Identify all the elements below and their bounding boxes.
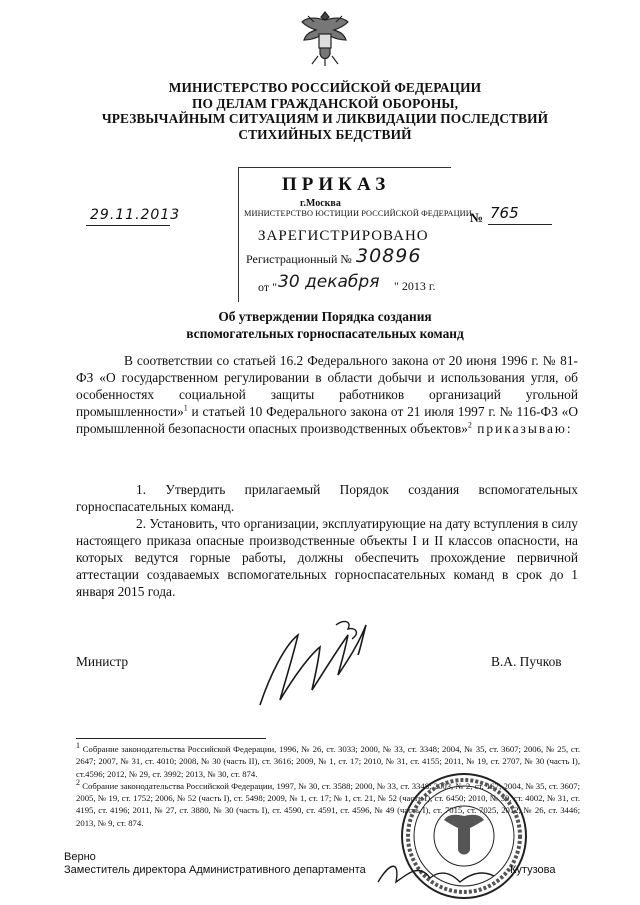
footnote-separator <box>76 738 266 739</box>
stamp-registered: ЗАРЕГИСТРИРОВАНО <box>258 228 429 244</box>
handwritten-signature <box>240 605 390 715</box>
document-type: ПРИКАЗ <box>282 174 391 195</box>
stamp-reg-number: 30896 <box>356 245 422 267</box>
coat-of-arms-emblem <box>296 8 354 70</box>
title-line-2: вспомогательных горноспасательных команд <box>186 326 464 341</box>
signatory-position: Министр <box>76 654 129 669</box>
preamble-text-2: и статьей 10 Федерального закона от 21 июля 1997 г. № 116-ФЗ «О промышленной безопасности опасных производственных объектов» <box>76 404 578 436</box>
footnote-1-mark: 1 <box>76 741 80 751</box>
item-1: 1. Утвердить прилагаемый Порядок создания вспомогательных горноспасательных команд. <box>76 482 578 514</box>
footnote-ref-2: 2 <box>467 420 472 430</box>
certified-true: Верно <box>64 851 96 863</box>
document-title <box>160 308 490 342</box>
ministry-line-3: ЧРЕЗВЫЧАЙНЫМ СИТУАЦИЯМ И ЛИКВИДАЦИИ ПОСЛЕДСТВИЙ <box>101 111 549 126</box>
deputy-title: Заместитель директора Административного департамента <box>64 864 366 876</box>
preamble-paragraph <box>76 352 578 437</box>
document-date: 29.11.2013 <box>90 207 181 223</box>
footnote-2-text: Собрание законодательства Российской Федерации, 1997, № 30, ст. 3588; 2000, № 33, ст. 3348; 2003, № 2, ст. 167; 2004, № 35, ст. 3607; 2005, № 19, ст. 1752; 2006, № 52 (часть I), ст. 5498; 2009, № 1, ст. 17; № 1, ст. 21, № 52 (часть I), ст. 6450; 2010, № 30, ст. 4002, № 31, ст. 4195, ст. 4196; 2011, № 27, ст. 3880, № 30 (часть I), ст. 4590, ст. 4591, ст. 4596, № 49 (часть I), ст. 7015, ст. 7025, 2012, № 26, ст. 3446; 2013, № 9, ст. 874. <box>76 780 580 828</box>
stamp-ministry-of-justice: МИНИСТЕРСТВО ЮСТИЦИИ РОССИЙСКОЙ ФЕДЕРАЦИИ <box>244 209 472 218</box>
item-2: 2. Установить, что организации, эксплуатирующие на дату вступления в силу настоящего приказа опасные производственные объекты I и II классов опасности, на которых ведутся горные работы, должны обеспечить прохождение первичной аттестации создаваемых вспомогательных горноспасательных команд в срок до 1 января 2015 года. <box>76 516 578 599</box>
orders-word: приказываю: <box>471 421 573 436</box>
date-underline <box>86 225 170 226</box>
deputy-name: Кутузова <box>510 864 556 876</box>
footnote-ref-1: 1 <box>183 403 188 413</box>
title-line-1: Об утверждении Порядка создания <box>218 309 432 324</box>
footnote-1-text: Собрание законодательства Российской Федерации, 1996, № 26, ст. 3033; 2000, № 33, ст. 3348; 2004, № 35, ст. 3607; 2006, № 25, ст. 2647; 2007, № 31, ст. 4010; 2008, № 30 (часть II), ст. 3616; 2009, № 1, ст. 17; 2010, № 31, ст. 4155; 2011, № 19, ст. 2707, № 30 (часть I), ст.4596; 2012, № 29, ст. 3992; 2013, № 30, ст. 874. <box>76 744 581 779</box>
stamp-reg-year: " 2013 г. <box>394 279 436 293</box>
ministry-line-2: ПО ДЕЛАМ ГРАЖДАНСКОЙ ОБОРОНЫ, <box>191 95 459 111</box>
number-sign: № <box>470 210 484 225</box>
preamble-text-1: В соответствии со статьей 16.2 Федерального закона от 20 июня 1996 г. № 81-ФЗ «О государственном регулировании в области добычи и использования угля, об особенностях социальной защиты работников организаций угольной промышленности» <box>76 353 578 419</box>
ministry-header <box>90 80 560 142</box>
number-underline <box>488 224 552 225</box>
document-number: 765 <box>490 204 519 222</box>
ministry-line-4: СТИХИЙНЫХ БЕДСТВИЙ <box>238 126 412 142</box>
footnote-2-mark: 2 <box>76 778 80 787</box>
signatory-name: В.А. Пучков <box>491 654 562 669</box>
city: г.Москва <box>300 198 341 209</box>
stamp-from-label: от " <box>258 280 277 294</box>
stamp-reg-date: 30 декабря <box>278 272 380 292</box>
stamp-reg-label: Регистрационный № <box>246 252 352 266</box>
ministry-line-1: МИНИСТЕРСТВО РОССИЙСКОЙ ФЕДЕРАЦИИ <box>168 80 482 95</box>
deputy-signature <box>370 852 500 898</box>
